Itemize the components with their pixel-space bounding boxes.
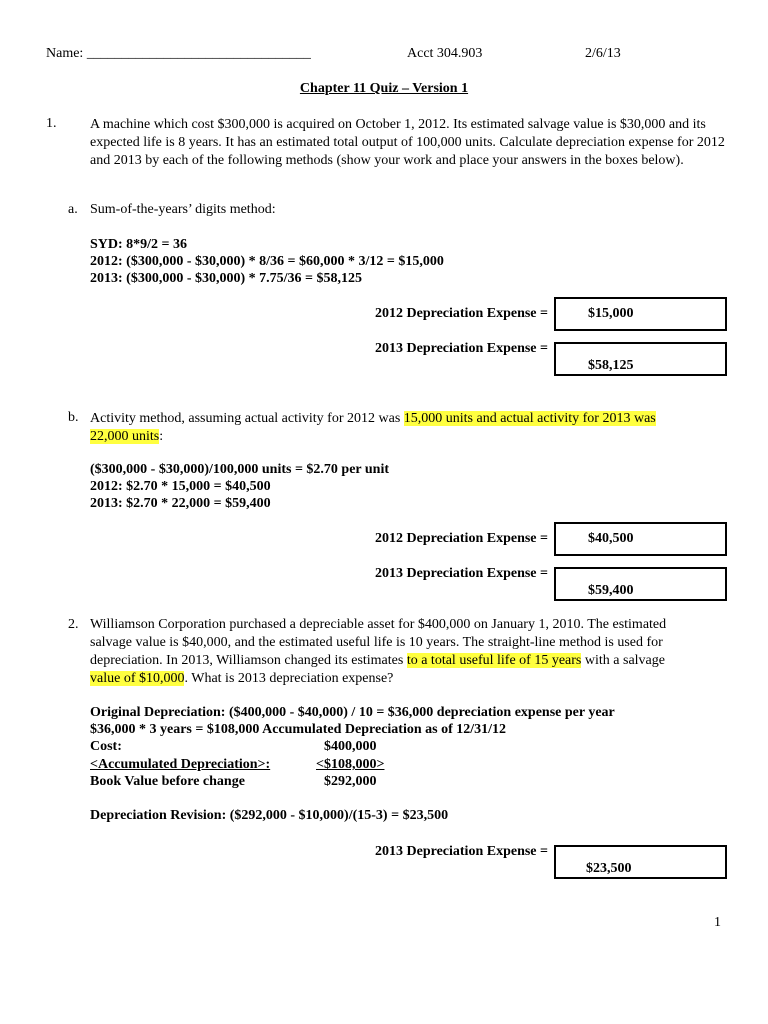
q1a-work-line-3: 2013: ($300,000 - $30,000) * 7.75/36 = $58,125	[90, 271, 363, 286]
q1b-highlight-2: 22,000 units	[90, 429, 160, 444]
q2-2013-answer: $23,500	[586, 861, 632, 876]
question-2-line-3	[90, 653, 665, 669]
q1a-2012-label: 2012 Depreciation Expense =	[375, 306, 548, 321]
q2-revision: Depreciation Revision: ($292,000 - $10,000)/(15-3) = $23,500	[90, 808, 449, 823]
q1a-work-line-1: SYD: 8*9/2 = 36	[90, 237, 188, 252]
q1a-work-line-2: 2012: ($300,000 - $30,000) * 8/36 = $60,000 * 3/12 = $15,000	[90, 254, 444, 269]
q2-book-value: $292,000	[324, 774, 377, 789]
q1b-2013-answer-box	[554, 567, 727, 601]
q2-2013-label: 2013 Depreciation Expense =	[375, 844, 548, 859]
q2-work-line-2: $36,000 * 3 years = $108,000 Accumulated Depreciation as of 12/31/12	[90, 722, 507, 737]
q2-accum-value: <$108,000>	[316, 757, 385, 772]
question-1-number: 1.	[46, 116, 57, 131]
q1b-2013-label: 2013 Depreciation Expense =	[375, 566, 548, 581]
q1b-2013-answer: $59,400	[588, 583, 634, 598]
question-2-line-4	[90, 671, 393, 687]
name-field-label: Name: ________________________________	[46, 46, 311, 61]
q2-book-label: Book Value before change	[90, 774, 245, 789]
course-number: Acct 304.903	[407, 46, 483, 61]
question-1a-text: Sum-of-the-years’ digits method:	[90, 202, 276, 217]
q2-line4-after: . What is 2013 depreciation expense?	[184, 671, 394, 686]
q1b-highlight-1: 15,000 units and actual activity for 2013 was	[403, 411, 656, 426]
q2-work-line-1: Original Depreciation: ($400,000 - $40,000) / 10 = $36,000 depreciation expense per year	[90, 705, 615, 720]
q1b-text-after: :	[159, 429, 164, 444]
q1b-work-line-2: 2012: $2.70 * 15,000 = $40,500	[90, 479, 271, 494]
q2-line3-before: depreciation. In 2013, Williamson changed its estimates	[90, 653, 407, 668]
page-number: 1	[714, 915, 721, 930]
page-title: Chapter 11 Quiz – Version 1	[299, 81, 469, 96]
quiz-date: 2/6/13	[585, 46, 621, 61]
q1b-work-line-1: ($300,000 - $30,000)/100,000 units = $2.70 per unit	[90, 462, 390, 477]
q1b-work-line-3: 2013: $2.70 * 22,000 = $59,400	[90, 496, 271, 511]
question-1a-letter: a.	[68, 202, 78, 217]
q1a-2013-answer-box	[554, 342, 727, 376]
q1a-2013-answer: $58,125	[588, 358, 634, 373]
q2-highlight-1: to a total useful life of 15 years	[406, 653, 582, 668]
q2-cost-label: Cost:	[90, 739, 122, 754]
q2-line3-after: with a salvage	[581, 653, 665, 668]
question-2-number: 2.	[68, 617, 79, 632]
question-1-text: A machine which cost $300,000 is acquired on October 1, 2012. Its estimated salvage value is $30,000 and its expected life is 8 years. It has an estimated total output of 100,000 units. Calculate depreciation expense for 2012 and 2013 by each of the following methods (show your work and place your answers in the boxes below).	[90, 117, 725, 168]
question-2-line-2: salvage value is $40,000, and the estimated useful life is 10 years. The straight-line method is used for	[90, 635, 663, 650]
q2-2013-answer-box	[554, 845, 727, 879]
q1b-2012-answer: $40,500	[588, 531, 634, 546]
q1a-2013-label: 2013 Depreciation Expense =	[375, 341, 548, 356]
q1a-2012-answer-box	[554, 297, 727, 331]
q1b-2012-answer-box	[554, 522, 727, 556]
q2-cost-value: $400,000	[324, 739, 377, 754]
question-1b-text-line-1	[90, 410, 656, 428]
q2-accum-label: <Accumulated Depreciation>:	[90, 757, 271, 772]
question-1b-letter: b.	[68, 410, 79, 425]
q1a-2012-answer: $15,000	[588, 306, 634, 321]
q1b-2012-label: 2012 Depreciation Expense =	[375, 531, 548, 546]
question-2-line-1: Williamson Corporation purchased a depreciable asset for $400,000 on January 1, 2010. The estimated	[90, 617, 667, 632]
q1b-text-before: Activity method, assuming actual activity for 2012 was	[90, 411, 404, 426]
q2-highlight-2: value of $10,000	[90, 671, 185, 686]
question-1b-text-line-2	[90, 428, 163, 446]
